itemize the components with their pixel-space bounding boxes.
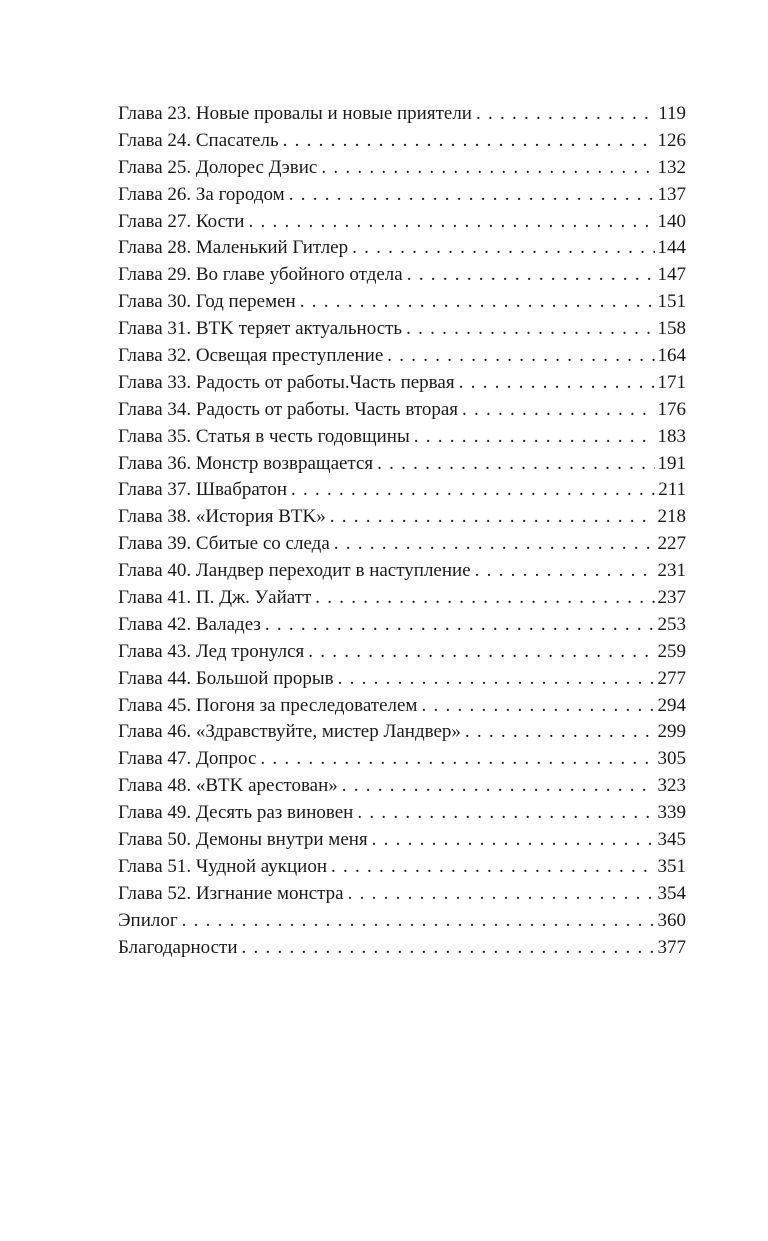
toc-entry-title: Глава 52. Изгнание монстра [118, 882, 344, 904]
dot-leader [334, 531, 655, 558]
toc-entry-title: Глава 51. Чудной аукцион [118, 855, 327, 877]
toc-entry[interactable] [118, 612, 686, 639]
toc-entry[interactable] [118, 854, 686, 881]
toc-entry[interactable] [118, 316, 686, 343]
toc-entry-title: Глава 31. BTK теряет актуальность [118, 318, 403, 340]
dot-leader [406, 316, 654, 343]
toc-entry-page: 294 [657, 694, 686, 716]
toc-entry-title: Глава 23. Новые провалы и новые приятели [118, 103, 472, 124]
toc-entry[interactable] [118, 639, 686, 666]
toc-entry[interactable] [118, 262, 686, 289]
toc-entry-title: Глава 44. Большой прорыв [118, 667, 334, 689]
dot-leader [283, 128, 655, 155]
toc-entry-page: 227 [657, 533, 686, 555]
dot-leader [476, 101, 655, 128]
toc-entry-title: Глава 26. За городом [118, 183, 285, 205]
toc-entry-page: 277 [657, 667, 686, 689]
toc-entry[interactable] [118, 585, 686, 612]
toc-entry-title: Глава 48. «BTK арестован» [118, 775, 338, 797]
toc-entry[interactable] [118, 477, 686, 504]
dot-leader [357, 800, 654, 827]
toc-entry-page: 183 [657, 425, 686, 447]
toc-entry-page: 144 [657, 237, 686, 259]
table-of-contents [118, 101, 686, 962]
dot-leader [308, 639, 654, 666]
toc-entry-title: Глава 46. «Здравствуйте, мистер Ландвер» [118, 721, 461, 743]
toc-entry[interactable] [118, 800, 686, 827]
dot-leader [321, 155, 654, 182]
toc-entry[interactable] [118, 719, 686, 746]
dot-leader [462, 397, 654, 424]
toc-entry-title: Глава 42. Валадез [118, 613, 261, 635]
dot-leader [414, 424, 655, 451]
toc-entry-title: Глава 40. Ландвер переходит в наступление [118, 560, 471, 582]
toc-entry-page: 211 [658, 479, 686, 501]
toc-entry[interactable] [118, 343, 686, 370]
toc-entry[interactable] [118, 531, 686, 558]
toc-entry-title: Глава 29. Во главе убойного отдела [118, 264, 403, 286]
toc-entry-title: Глава 43. Лед тронулся [118, 640, 305, 662]
toc-entry-page: 339 [657, 802, 686, 824]
dot-leader [300, 289, 655, 316]
toc-entry-page: 140 [657, 210, 686, 232]
toc-entry-page: 377 [657, 936, 686, 958]
toc-entry-page: 351 [657, 855, 686, 877]
toc-entry-page: 237 [657, 587, 686, 609]
toc-entry-title: Глава 37. Швабратон [118, 479, 288, 501]
dot-leader [465, 719, 655, 746]
toc-entry-title: Глава 38. «История BTK» [118, 506, 326, 528]
toc-entry-title: Глава 30. Год перемен [118, 291, 296, 313]
dot-leader [338, 666, 655, 693]
toc-entry[interactable] [118, 746, 686, 773]
toc-entry-title: Глава 47. Допрос [118, 748, 257, 770]
toc-entry-page: 299 [657, 721, 686, 743]
toc-entry[interactable] [118, 128, 686, 155]
toc-entry-page: 253 [657, 613, 686, 635]
toc-entry-title: Глава 27. Кости [118, 210, 245, 232]
toc-entry[interactable] [118, 666, 686, 693]
dot-leader [421, 693, 654, 720]
toc-entry-page: 119 [658, 103, 686, 124]
dot-leader [352, 235, 654, 262]
toc-entry-page: 147 [657, 264, 686, 286]
dot-leader [331, 854, 655, 881]
toc-entry-title: Глава 35. Статья в честь годовщины [118, 425, 410, 447]
toc-entry-title: Глава 50. Демоны внутри меня [118, 829, 368, 851]
toc-entry-title: Глава 24. Спасатель [118, 129, 279, 151]
toc-entry-title: Глава 32. Освещая преступление [118, 345, 384, 367]
toc-entry-page: 305 [657, 748, 686, 770]
toc-entry[interactable] [118, 773, 686, 800]
toc-entry-page: 171 [657, 371, 686, 393]
dot-leader [459, 370, 655, 397]
toc-entry[interactable] [118, 397, 686, 424]
toc-entry-page: 218 [657, 506, 686, 528]
toc-entry-title: Эпилог [118, 909, 178, 931]
toc-entry[interactable] [118, 370, 686, 397]
toc-entry-title: Глава 36. Монстр возвращается [118, 452, 374, 474]
toc-entry[interactable] [118, 881, 686, 908]
toc-entry[interactable] [118, 558, 686, 585]
toc-entry-title: Глава 33. Радость от работы.Часть первая [118, 371, 455, 393]
toc-entry-title: Глава 41. П. Дж. Уайатт [118, 587, 312, 609]
toc-entry-page: 191 [657, 452, 686, 474]
toc-entry-title: Глава 49. Десять раз виновен [118, 802, 354, 824]
toc-entry[interactable] [118, 908, 686, 935]
dot-leader [315, 585, 654, 612]
toc-entry-page: 126 [657, 129, 686, 151]
toc-entry-page: 323 [657, 775, 686, 797]
dot-leader [342, 773, 655, 800]
toc-entry[interactable] [118, 935, 686, 962]
toc-entry-title: Благодарности [118, 936, 238, 958]
toc-entry-page: 360 [657, 909, 686, 931]
toc-entry[interactable] [118, 693, 686, 720]
dot-leader [348, 881, 655, 908]
toc-entry-title: Глава 25. Долорес Дэвис [118, 156, 318, 178]
toc-entry[interactable] [118, 155, 686, 182]
toc-entry[interactable] [118, 101, 686, 128]
dot-leader [289, 182, 655, 209]
toc-entry-page: 132 [657, 156, 686, 178]
toc-entry[interactable] [118, 451, 686, 478]
toc-entry[interactable] [118, 827, 686, 854]
toc-entry-page: 137 [657, 183, 686, 205]
toc-entry-page: 354 [657, 882, 686, 904]
toc-entry-page: 164 [657, 345, 686, 367]
dot-leader [248, 209, 654, 236]
toc-entry[interactable] [118, 209, 686, 236]
dot-leader [407, 262, 655, 289]
dot-leader [377, 451, 654, 478]
dot-leader [182, 908, 655, 935]
toc-entry[interactable] [118, 289, 686, 316]
toc-entry[interactable] [118, 424, 686, 451]
toc-entry[interactable] [118, 235, 686, 262]
toc-entry[interactable] [118, 182, 686, 209]
toc-entry-page: 151 [657, 291, 686, 313]
toc-entry-page: 158 [657, 318, 686, 340]
toc-entry-page: 176 [657, 398, 686, 420]
dot-leader [475, 558, 655, 585]
dot-leader [242, 935, 655, 962]
toc-entry[interactable] [118, 504, 686, 531]
toc-entry-page: 231 [657, 560, 686, 582]
dot-leader [265, 612, 655, 639]
dot-leader [330, 504, 655, 531]
dot-leader [372, 827, 655, 854]
toc-entry-page: 345 [657, 829, 686, 851]
toc-entry-title: Глава 34. Радость от работы. Часть вторая [118, 398, 459, 420]
toc-entry-title: Глава 39. Сбитые со следа [118, 533, 330, 555]
dot-leader [387, 343, 654, 370]
dot-leader [291, 477, 655, 504]
toc-entry-title: Глава 45. Погоня за преследователем [118, 694, 418, 716]
toc-entry-title: Глава 28. Маленький Гитлер [118, 237, 349, 259]
toc-entry-page: 259 [657, 640, 686, 662]
dot-leader [260, 746, 654, 773]
